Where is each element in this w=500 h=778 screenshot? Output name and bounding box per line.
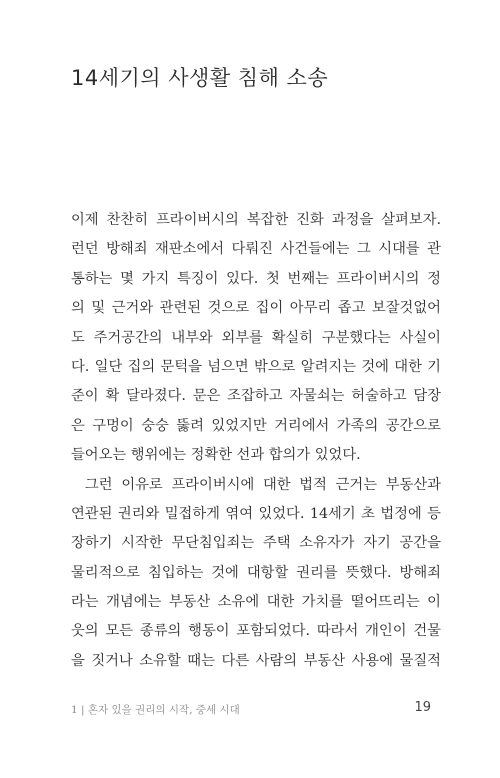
chapter-title: 14세기의 사생활 침해 소송 bbox=[71, 66, 329, 90]
body-line: 준이 확 달라졌다. 문은 조잡하고 자물쇠는 허술하고 담장 bbox=[71, 388, 441, 405]
body-line: 그런 이유로 프라이버시에 대한 법적 근거는 부동산과 bbox=[85, 476, 441, 493]
body-line: 런던 방해죄 재판소에서 다뤄진 사건들에는 그 시대를 관 bbox=[71, 241, 441, 258]
body-line: 들어오는 행위에는 정확한 선과 합의가 있었다. bbox=[71, 447, 361, 464]
body-line: 연관된 권리와 밀접하게 엮여 있었다. 14세기 초 법정에 등 bbox=[71, 505, 441, 522]
body-line: 물리적으로 침입하는 것에 대항할 권리를 뜻했다. 방해죄 bbox=[71, 564, 441, 581]
body-line: 의 및 근거와 관련된 것으로 집이 아무리 좁고 보잘것없어 bbox=[71, 300, 441, 317]
body-line: 장하기 시작한 무단침입죄는 주택 소유자가 자기 공간을 bbox=[71, 535, 441, 552]
body-line: 을 짓거나 소유할 때는 다른 사람의 부동산 사용에 물질적 bbox=[71, 652, 441, 669]
running-head: 1 | 혼자 있을 권리의 시작, 중세 시대 bbox=[71, 704, 240, 716]
body-line: 도 주거공간의 내부와 외부를 확실히 구분했다는 사실이 bbox=[71, 329, 441, 346]
body-line: 다. 일단 집의 문턱을 넘으면 밖으로 알려지는 것에 대한 기 bbox=[71, 358, 441, 375]
body-line: 웃의 모든 종류의 행동이 포함되었다. 따라서 개인이 건물 bbox=[71, 623, 441, 640]
body-line: 라는 개념에는 부동산 소유에 대한 가치를 떨어뜨리는 이 bbox=[71, 594, 441, 611]
body-line: 통하는 몇 가지 특징이 있다. 첫 번째는 프라이버시의 정 bbox=[71, 270, 441, 287]
body-line: 은 구멍이 숭숭 뚫려 있었지만 거리에서 가족의 공간으로 bbox=[71, 417, 441, 434]
body-line: 이제 찬찬히 프라이버시의 복잡한 진화 과정을 살펴보자. bbox=[71, 212, 441, 228]
page-number: 19 bbox=[414, 700, 431, 715]
body-text bbox=[71, 206, 441, 676]
page-footer bbox=[71, 702, 431, 718]
